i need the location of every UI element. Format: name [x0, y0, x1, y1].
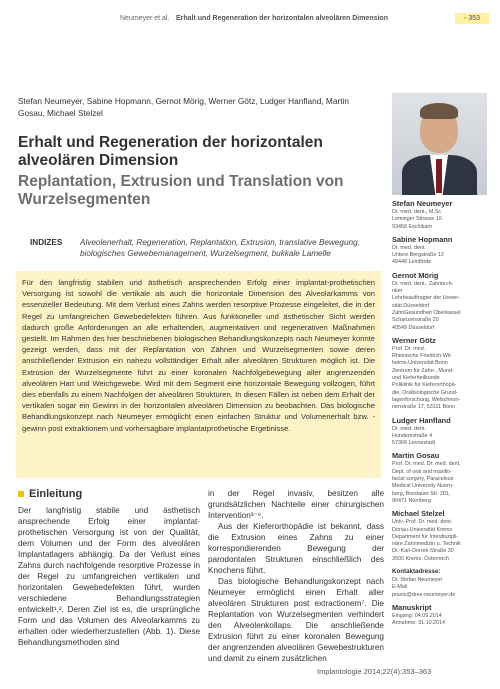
affiliation-block — [392, 271, 496, 332]
affiliation-line: Dr.-Karl-Dorrek-Straße 30 — [392, 548, 454, 555]
body-paragraph: Der langfristig stabile und ästhetisch ansprechende Erfolg einer implantat-prothetischen Versorgung ist von der Qualität, dem Volumen und der Form des alveolären Implantatlagers abhängig. Da der Verlust eines Zahns durch nachfolgende resorptive Prozesse in der Regel zu umfangreichen vertikalen und horizontalen Gewebedefekten führt, wurden verschiedene Behandlungsstrategien entwickelt¹,². Deren Ziel ist es, die ursprüngliche Form und das Volumen des Alveolarkamms zu erhalten oder wiederherzustellen (Abb. 1). Diese Behandlungsmethoden sind — [18, 506, 200, 647]
page-number-box — [455, 13, 489, 24]
keywords-label: INDIZES — [30, 238, 63, 247]
affiliation-line: 49448 Lemförde — [392, 259, 432, 266]
running-header — [0, 12, 500, 26]
affiliation-line: Zentrum für Zahn-, Mund- — [392, 367, 454, 374]
affiliation-line: Dr. med. dent., M.Sc. — [392, 209, 443, 215]
info-line: Eingang: 04.09.2014 — [392, 612, 442, 619]
affiliation-lines — [392, 346, 496, 412]
affiliation-block — [392, 416, 496, 448]
article-subtitle: Replantation, Extrusion und Translation von Wurzelsegmenten — [18, 173, 344, 208]
info-line: Annahme: 31.10.2014 — [392, 620, 446, 627]
affiliation-line: 40549 Düsseldorf — [392, 324, 435, 331]
affiliation-line: facial surgery, Paracelsus — [392, 476, 454, 483]
header-short-title: Erhalt und Regeneration der horizontalen alveolären Dimension — [176, 15, 388, 22]
affiliation-block — [392, 509, 496, 563]
affiliation-line: berg, Breslauer Str. 201, — [392, 490, 451, 497]
affiliation-line: lagenforschung, Welschnon- — [392, 396, 461, 403]
affiliation-line: Schanzenstraße 20 — [392, 317, 439, 324]
affiliation-name: Stefan Neumeyer — [392, 199, 453, 208]
affiliation-line: ZahnGesundheit Oberkassel — [392, 309, 461, 316]
affiliation-line: Donau-Universität Krems — [392, 526, 453, 533]
affiliation-name: Gernot Mörig — [392, 270, 439, 280]
journal-citation: Implantologie 2014;22(4):353–363 — [317, 667, 432, 676]
page-number: 353 — [468, 15, 481, 22]
affiliation-line: Dr. med. dent. — [392, 425, 426, 432]
affiliation-lines — [392, 245, 496, 267]
affiliation-block — [392, 336, 496, 412]
affiliation-line: 57368 Lennestadt — [392, 440, 436, 447]
affiliation-line: Rheinische Friedrich-Wil- — [392, 353, 453, 360]
affiliation-line: Prof. Dr. med. Dr. med. dent. — [392, 461, 461, 468]
section-marker-icon — [18, 491, 24, 497]
body-paragraph: Aus der Kieferorthopädie ist bekannt, dass die Extrusion eines Zahns zu einer korrespondierenden Bewegung der parodontalen Strukturen einschließlich des Knochens führt. — [208, 522, 384, 575]
contact-address — [392, 567, 496, 599]
affiliation-line: Dr. med. dent., Zahnbrch- — [392, 280, 454, 287]
affiliation-lines — [392, 209, 496, 231]
manuscript-label: Manuskript — [392, 602, 432, 612]
affiliation-line: sität Düsseldorf — [392, 302, 430, 309]
contact-label: Kontaktadresse: — [392, 567, 441, 575]
affiliation-line: 3500 Krems, Österreich — [392, 555, 449, 562]
affiliation-block — [392, 451, 496, 505]
section-heading-einleitung — [18, 488, 82, 500]
affiliation-line: Univ.-Prof. Dr. med. dent. — [392, 519, 453, 526]
info-line: praxis@dres-neumeyer.de — [392, 591, 456, 598]
affiliation-line: Poliklinik für Kieferorthopä- — [392, 382, 457, 389]
affiliation-name: Sabine Hopmann — [392, 234, 453, 244]
affiliation-block — [392, 235, 496, 267]
affiliation-line: Hundemstraße 4 — [392, 432, 433, 439]
affiliation-line: Dept. of oral and maxillo- — [392, 468, 452, 475]
affiliation-line: Prof. Dr. med. — [392, 345, 426, 352]
affiliation-line: helms-Universität Bonn — [392, 360, 448, 367]
contact-lines — [392, 577, 496, 599]
keywords-text: Alveolenerhalt, Regeneration, Replantation, Extrusion, translative Bewegung, biologisches Gewebemanagement, Wurzelsegment, bukkale Lamelle — [80, 238, 360, 258]
affiliation-line: näre Zahnmedizin u. Technik — [392, 541, 461, 548]
body-column-middle — [208, 488, 384, 664]
affiliation-lines — [392, 426, 496, 448]
body-column-left — [18, 505, 200, 648]
affiliation-line: 90471 Nürnberg — [392, 497, 431, 504]
author-sidebar — [392, 93, 496, 627]
body-paragraph: in der Regel invasiv, besitzen alle grundsätzlichen Nachteile einer chirurgischen Intervention³⁻⁶. — [208, 489, 384, 520]
affiliation-list — [392, 199, 496, 563]
body-paragraph: Das biologische Behandlungskonzept nach Neumeyer ermöglicht einen Erhalt aller alveolären Strukturen post extractionem⁷. Die Replantation von Wurzelsegmenten verhindert den Alveolenkollaps. Die anschließende Extrusion führt zu einer koronalen Bewegung der angrenzenden alveolären Gewebestrukturen und damit zu einem zusätzlichen — [208, 577, 384, 663]
affiliation-name: Michael Stelzel — [392, 509, 445, 519]
abstract-box — [16, 271, 381, 478]
affiliation-name: Ludger Hanfland — [392, 415, 451, 425]
affiliation-name: Werner Götz — [392, 335, 436, 345]
affiliation-block — [392, 199, 496, 231]
affiliation-line: Untere Bergstraße 12 — [392, 252, 444, 259]
affiliation-line: und Kieferheilkunde — [392, 375, 440, 382]
manuscript-lines — [392, 613, 496, 628]
affiliation-line: Lehrbeauftragter der Univer- — [392, 295, 461, 302]
section-heading-text: Einleitung — [29, 488, 83, 500]
header-authors: Neumeyer et al. — [120, 15, 170, 22]
affiliation-line: Leminger Strasse 10 — [392, 216, 442, 223]
affiliation-line: nker — [392, 288, 403, 295]
affiliation-line: Dr. med. dent. — [392, 244, 426, 251]
affiliation-line: nenstraße 17, 53111 Bonn — [392, 404, 456, 411]
abstract-text: Für den langfristig stabilen und ästhetisch ansprechenden Erfolg einer implantat-prothetischen Versorgung ist sowohl die vertikale als auch die horizontale Dimension des Alveolarkamms von essenzieller Bedeutung. Mit dem Verlust eines Zahns werden resorptive Prozesse eingeleitet, die in der Regel zu umfangreichen Gewebedefekten führen. Aus funktioneller und ästhetischer Sicht werden dadurch große Anforderungen an alle erhaltenden, augmentativen und regenerativen Maßnahmen gestellt. Im Rahmen des hier beschriebenen biologischen Behandlungskonzepts nach Neumeyer konnte gezeigt werden, dass mit der Replantation von Zähnen und Wurzelsegmenten sowie deren anschließender Extrusion ein nahezu vollständiger Erhalt aller alveolären Strukturen möglich ist. Die Extrusion der Wurzelsegmente führt zu einer koronalen Nachfolgebewegung aller angrenzenden alveolären Hart und Weichgewebe. Wird mit dem Segment eine horizontale Bewegung vollzogen, führt dies ebenfalls zu einem Nachfolgen der alveolären Strukturen. In diesen Fällen ist neben dem Erhalt der vertikalen sogar ein Gewinn in der horizontalen alveolären Dimension zu beobachten. Das biologische Behandlungskonzept nach Neumeyer ermöglicht einen einfachen Struktur und Volumenerhalt bzw. -gewinn post extraktionem und vorhersagbare implantatprothetische Ergebnisse. — [22, 278, 375, 433]
affiliation-lines — [392, 519, 496, 563]
manuscript-info — [392, 603, 496, 628]
article-title: Erhalt und Regeneration der horizontalen alveolären Dimension — [18, 134, 323, 169]
info-line: Dr. Stefan Neumeyer — [392, 576, 443, 583]
affiliation-lines — [392, 461, 496, 505]
affiliation-line: Department für Interdiszipli- — [392, 533, 459, 540]
affiliation-line: die, Oralbiologische Grund- — [392, 389, 458, 396]
affiliation-lines — [392, 281, 496, 332]
affiliation-name: Martin Gosau — [392, 451, 440, 461]
affiliation-line: 93458 Eschlkam — [392, 223, 432, 230]
affiliation-line: Medical University Nuern- — [392, 483, 454, 490]
page-marker-icon: ▪ — [463, 15, 467, 22]
author-list: Stefan Neumeyer, Sabine Hopmann, Gernot Mörig, Werner Götz, Ludger Hanfland, Martin Gosau, Michael Stelzel — [18, 96, 349, 118]
author-portrait-icon — [392, 93, 487, 195]
info-line: E-Mail — [392, 584, 408, 591]
